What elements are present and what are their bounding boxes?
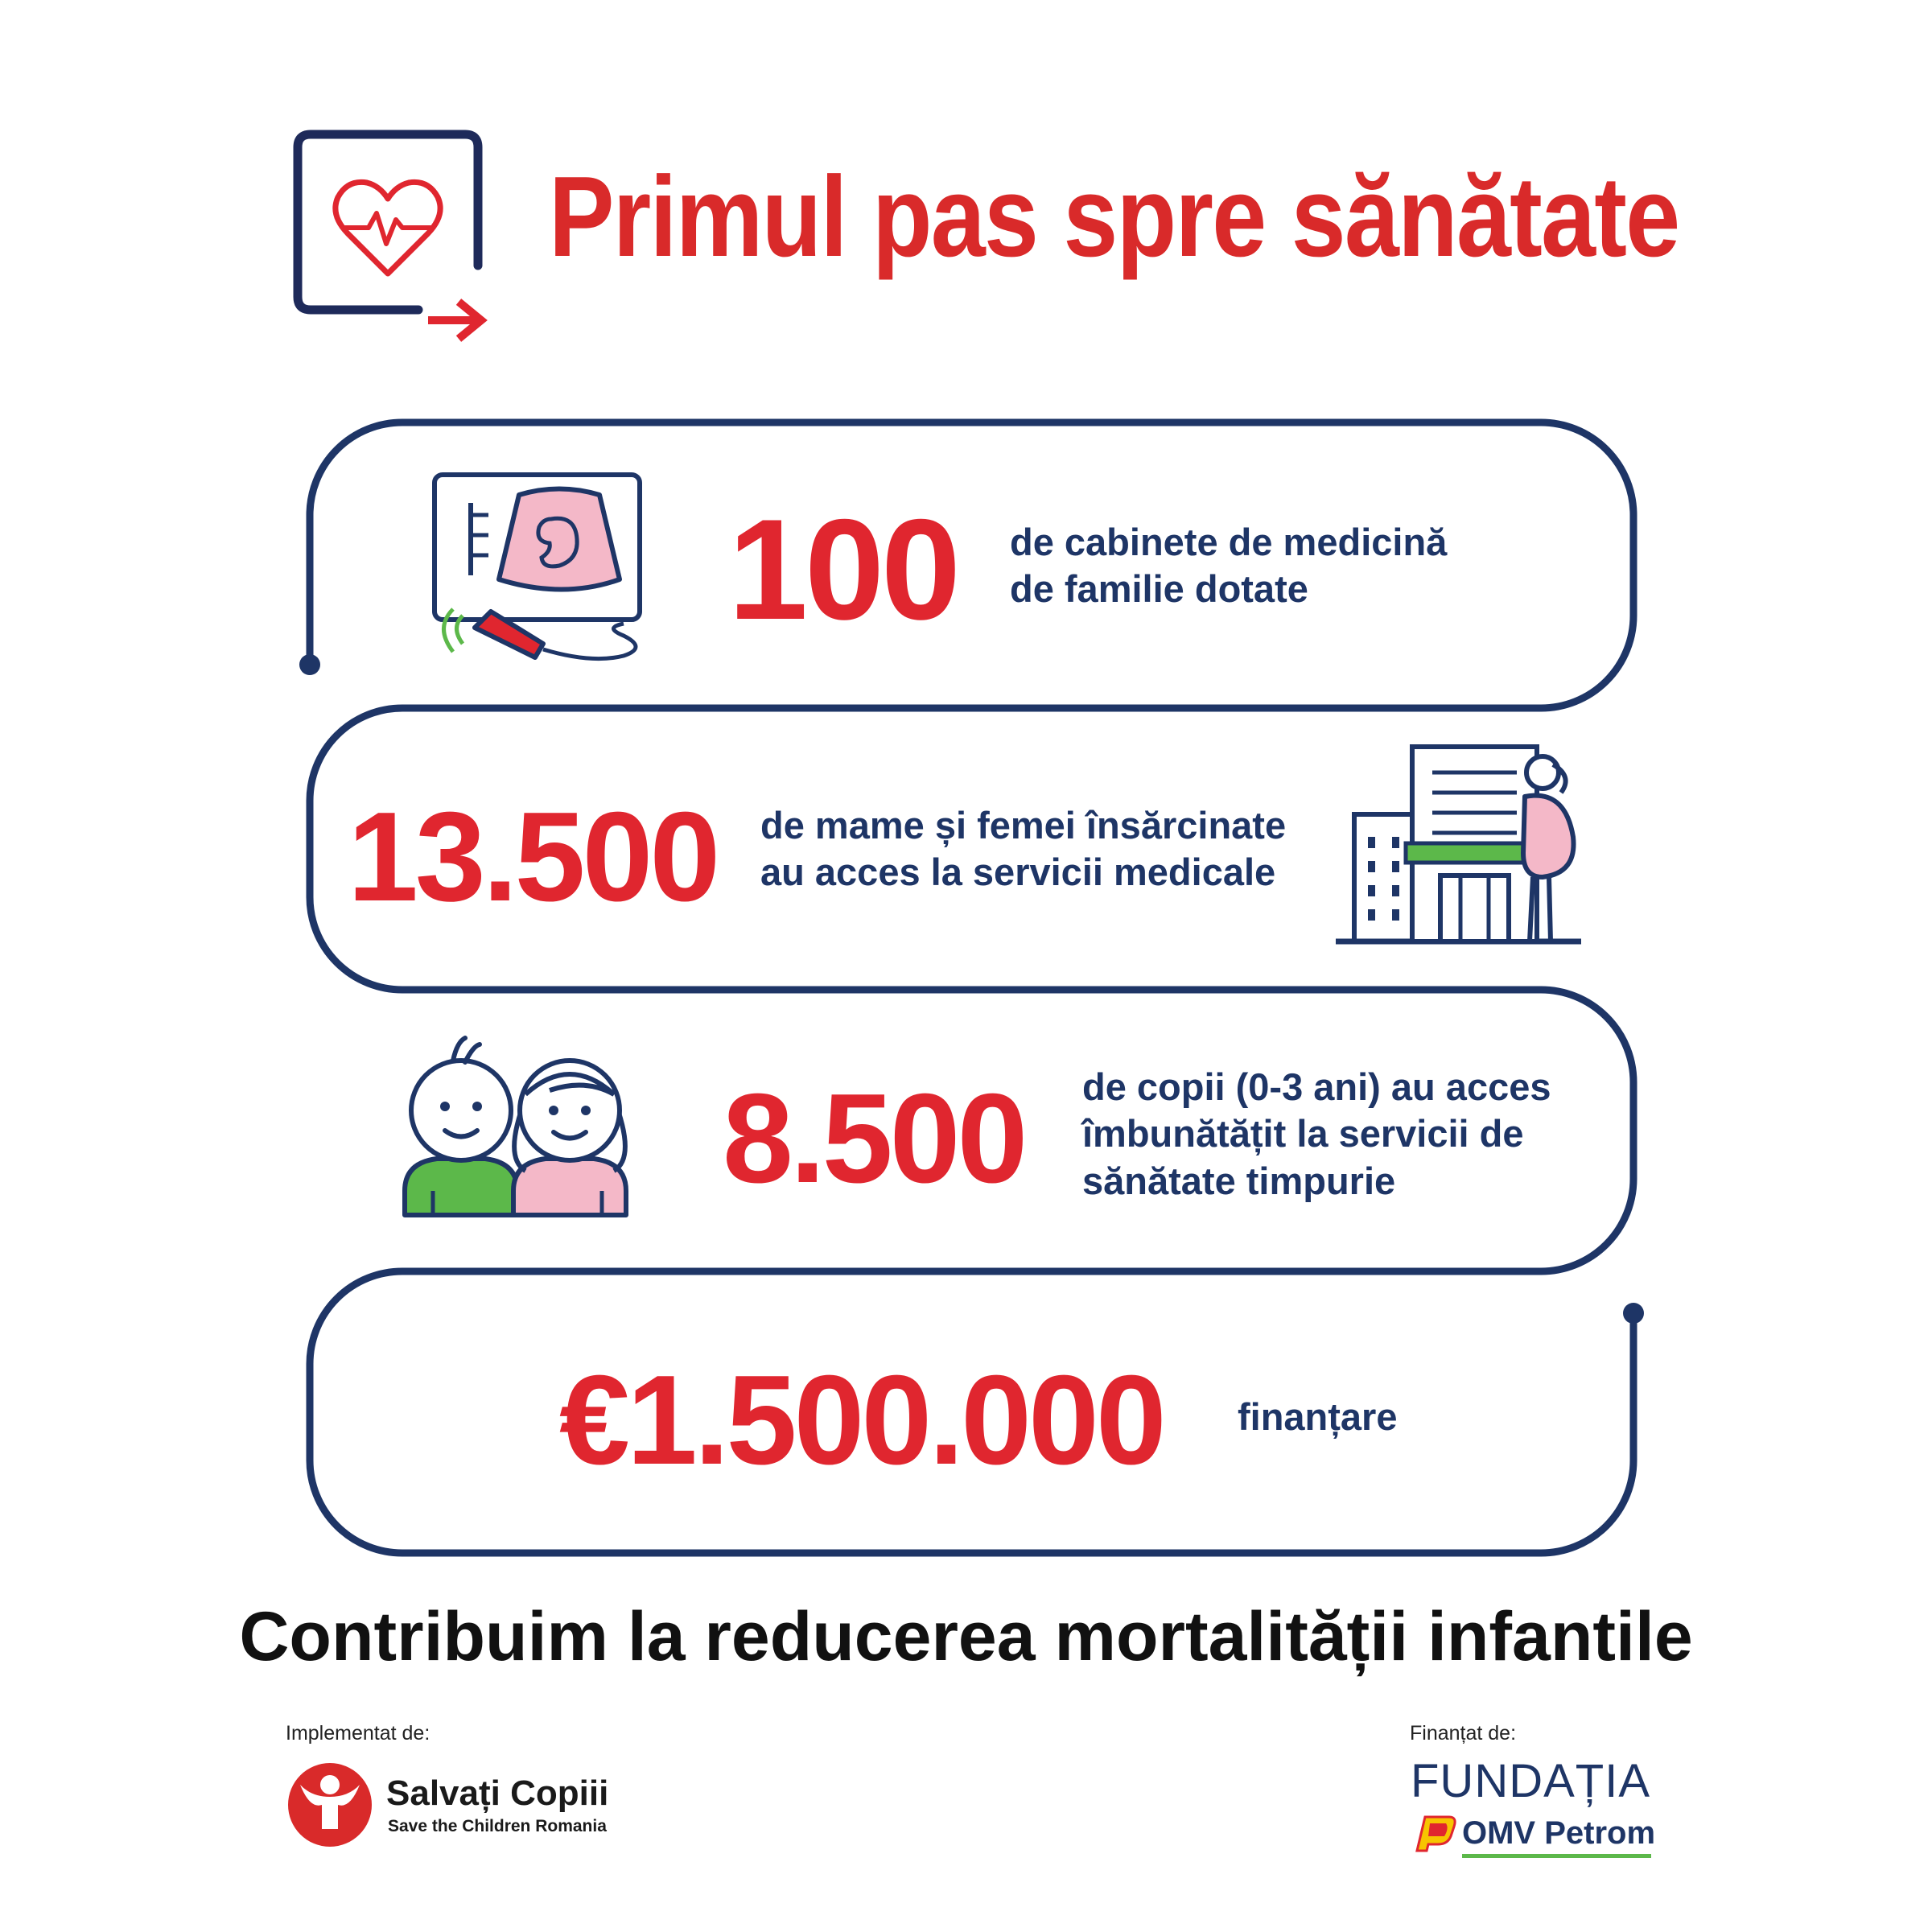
implemented-label: Implementat de: bbox=[286, 1722, 430, 1745]
hospital-pregnant-woman-icon bbox=[1332, 740, 1589, 950]
omv-underline bbox=[1462, 1854, 1651, 1858]
stat-desc-line: au acces la servicii medicale bbox=[760, 851, 1276, 894]
save-the-children-icon bbox=[286, 1761, 374, 1849]
stat-value-mothers: 13.500 bbox=[348, 786, 718, 928]
stat-desc-line: de mame și femei însărcinate bbox=[760, 804, 1287, 847]
stat-desc-line: de cabinete de medicină bbox=[1010, 521, 1448, 563]
stat-desc-cabinets bbox=[1010, 519, 1447, 613]
ultrasound-icon bbox=[430, 471, 648, 672]
footer-headline: Contribuim la reducerea mortalității infantile bbox=[239, 1598, 1693, 1675]
stat-value-cabinets: 100 bbox=[728, 489, 958, 649]
stat-desc-line: de familie dotate bbox=[1010, 567, 1308, 611]
children-icon bbox=[401, 1030, 642, 1219]
stat-value-children: 8.500 bbox=[723, 1068, 1025, 1209]
heart-pulse-arrow-icon bbox=[290, 125, 491, 346]
funded-label: Finanțat de: bbox=[1410, 1722, 1517, 1745]
stat-desc-mothers bbox=[760, 802, 1286, 896]
implementer-name: Salvați Copiii bbox=[386, 1773, 609, 1813]
path-start-dot bbox=[299, 654, 320, 675]
stat-desc-funding: finanțare bbox=[1238, 1395, 1398, 1438]
implementer-subtitle: Save the Children Romania bbox=[388, 1817, 607, 1835]
stat-desc-line: îmbunătățit la servicii de bbox=[1082, 1112, 1524, 1155]
stat-value-funding: €1.500.000 bbox=[559, 1349, 1164, 1491]
omv-petrom-foundation-logo bbox=[1404, 1754, 1670, 1859]
funder-name: FUNDAȚIA bbox=[1411, 1755, 1650, 1807]
save-the-children-logo bbox=[286, 1761, 704, 1849]
stat-desc-line: sănătate timpurie bbox=[1082, 1159, 1396, 1202]
stat-desc-line: de copii (0-3 ani) au acces bbox=[1082, 1065, 1551, 1108]
stat-desc-children bbox=[1082, 1064, 1551, 1205]
funder-subtitle: OMV Petrom bbox=[1462, 1815, 1656, 1851]
path-end-dot bbox=[1623, 1303, 1644, 1324]
omv-petrom-icon bbox=[1411, 1812, 1457, 1854]
page-title: Primul pas spre sănătate bbox=[549, 153, 1679, 281]
